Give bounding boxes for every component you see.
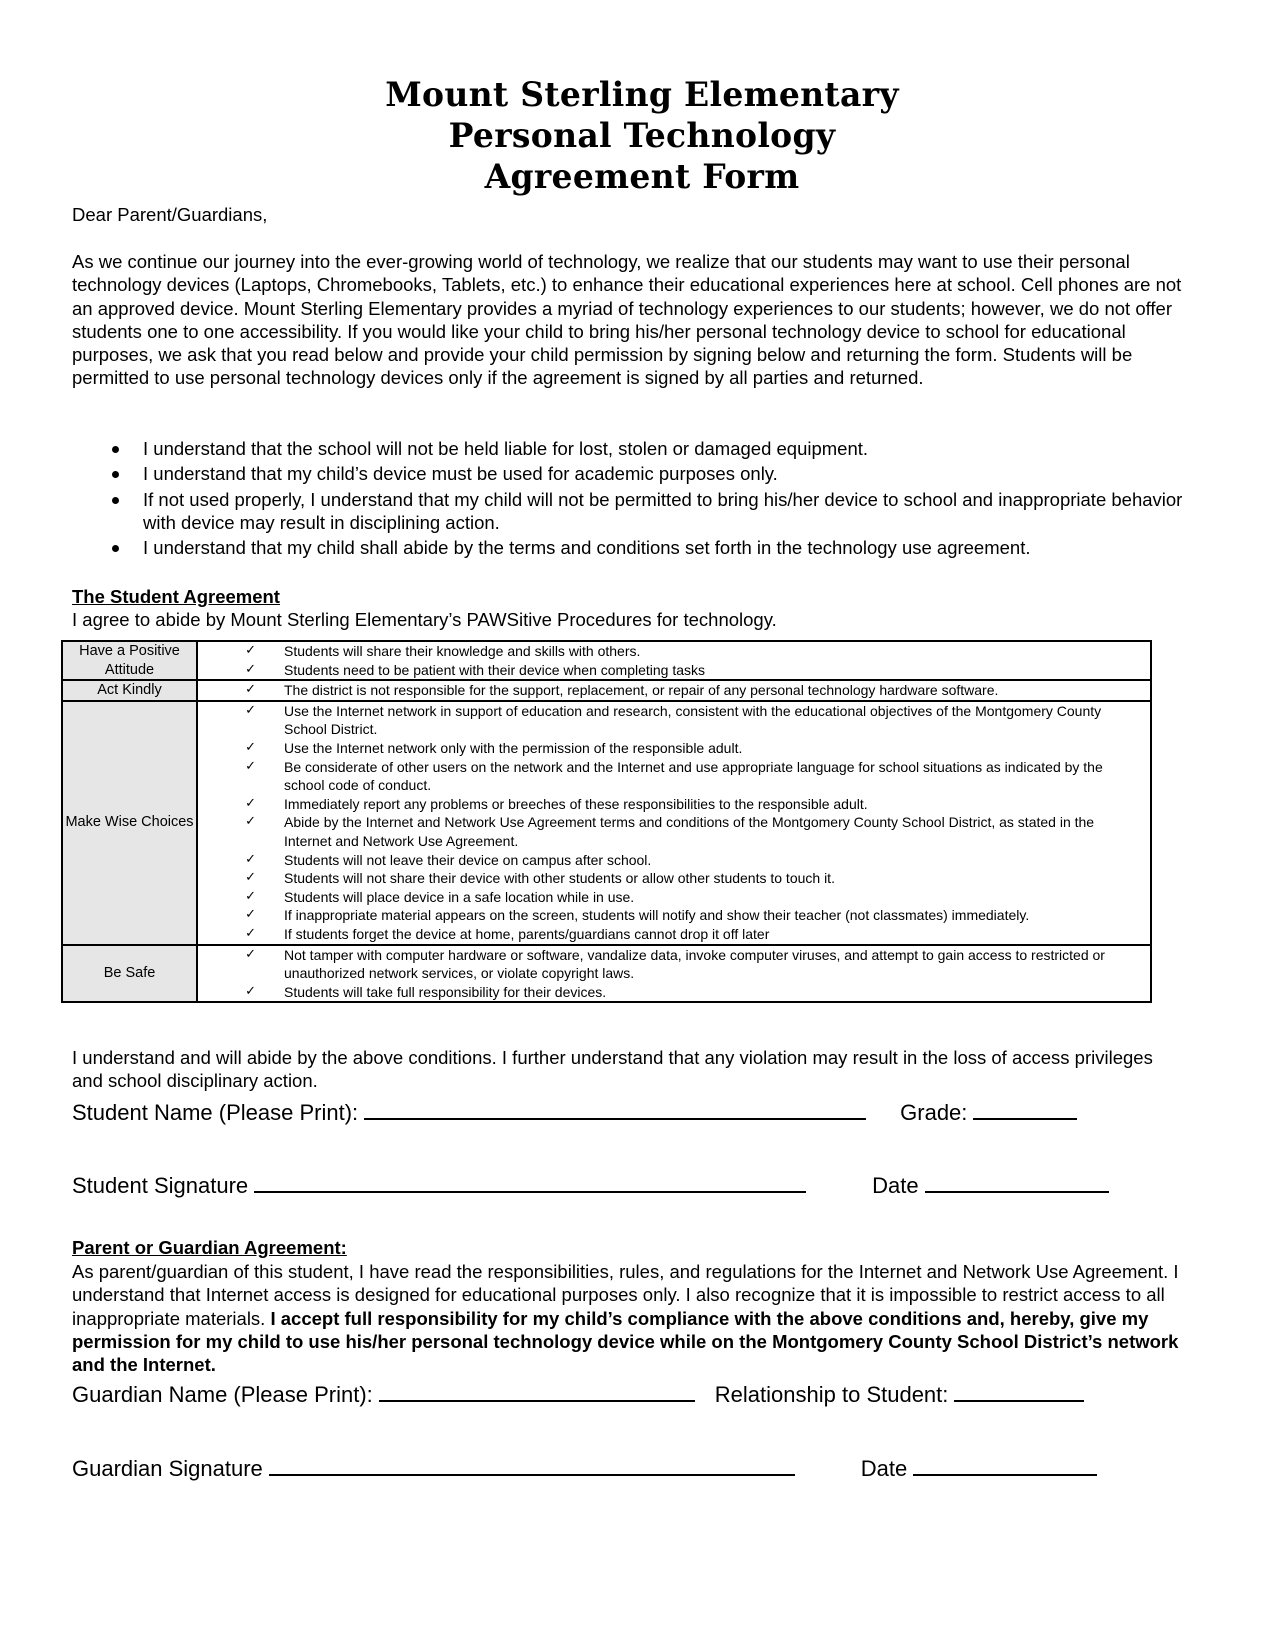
checkmark-icon: ✓ (245, 851, 256, 867)
guardian-signature-field[interactable] (269, 1454, 795, 1476)
procedure-text: Not tamper with computer hardware or software, vandalize data, invoke computer viruses, and attempt to gain access to restricted or unauthorized network services, or violate copyright laws. (284, 946, 1105, 982)
list-item (198, 888, 1150, 907)
list-item (198, 739, 1150, 758)
procedure-text: Students will not share their device with other students or allow other students to touch it. (284, 870, 835, 887)
procedure-category: Act Kindly (62, 680, 197, 701)
guardian-signature-label: Guardian Signature (72, 1456, 263, 1481)
list-item (198, 681, 1150, 700)
guardian-name-label: Guardian Name (Please Print): (72, 1382, 373, 1407)
grade-label: Grade: (900, 1100, 968, 1125)
list-item (198, 851, 1150, 870)
procedure-text: Use the Internet network only with the permission of the responsible adult. (284, 739, 743, 756)
procedure-text: Students need to be patient with their device when completing tasks (284, 661, 706, 678)
student-name-label: Student Name (Please Print): (72, 1100, 359, 1125)
checkmark-icon: ✓ (245, 814, 256, 830)
list-item (198, 869, 1150, 888)
parent-agreement-heading: Parent or Guardian Agreement: (72, 1237, 347, 1258)
list-item (198, 983, 1150, 1002)
pawsitive-procedures-table (61, 640, 1152, 1003)
understand-statement: I understand and will abide by the above conditions. I further understand that any violation may result in the loss of access privileges and school disciplinary action. (72, 1047, 1153, 1092)
checkmark-icon: ✓ (245, 661, 256, 677)
list-item (198, 906, 1150, 925)
checkmark-icon: ✓ (245, 907, 256, 923)
checkmark-icon: ✓ (245, 758, 256, 774)
student-signature-label: Student Signature (72, 1173, 249, 1198)
parent-agreement-text (72, 1260, 1182, 1376)
checkmark-icon: ✓ (245, 946, 256, 962)
list-item (198, 758, 1150, 795)
list-item (198, 661, 1150, 680)
procedure-category: Make Wise Choices (62, 701, 197, 945)
checkmark-icon: ✓ (245, 870, 256, 886)
relationship-label: Relationship to Student: (714, 1382, 949, 1407)
procedure-items (197, 701, 1151, 945)
student-agreement-intro: I agree to abide by Mount Sterling Elementary’s PAWSitive Procedures for technology. (72, 609, 777, 630)
table-row (62, 641, 1151, 680)
title-subject: Personal Technology (448, 115, 836, 156)
parent-acknowledgement-list (110, 437, 1190, 561)
list-item: I understand that the school will not be held liable for lost, stolen or damaged equipment. (110, 437, 1190, 460)
checkmark-icon: ✓ (245, 739, 256, 755)
procedure-text: Students will place device in a safe location while in use. (284, 888, 635, 905)
checkmark-icon: ✓ (245, 795, 256, 811)
guardian-signature-row (72, 1454, 1097, 1482)
student-date-field[interactable] (925, 1171, 1109, 1193)
checkmark-icon: ✓ (245, 643, 256, 658)
relationship-field[interactable] (954, 1380, 1084, 1402)
procedure-text: Use the Internet network in support of education and research, consistent with the educational objectives of the Montgomery County School District. (284, 702, 1102, 738)
student-name-row (72, 1098, 1077, 1126)
checkmark-icon: ✓ (245, 888, 256, 904)
procedure-text: Be considerate of other users on the network and the Internet and use appropriate language for school situations as indicated by the school code of conduct. (284, 758, 1103, 794)
procedure-items (197, 680, 1151, 701)
guardian-name-row (72, 1380, 1084, 1408)
procedure-text: The district is not responsible for the support, replacement, or repair of any personal technology hardware software. (284, 682, 999, 699)
procedure-text: Students will share their knowledge and skills with others. (284, 643, 641, 659)
page-title (72, 74, 1212, 197)
student-signature-field[interactable] (254, 1171, 806, 1193)
student-name-field[interactable] (364, 1098, 866, 1120)
student-date-label: Date (872, 1173, 919, 1198)
procedure-items (197, 945, 1151, 1003)
table-row (62, 701, 1151, 945)
list-item (198, 946, 1150, 983)
table-row (62, 945, 1151, 1003)
table-row (62, 680, 1151, 701)
guardian-name-field[interactable] (379, 1380, 695, 1402)
checkmark-icon: ✓ (245, 925, 256, 941)
procedure-text: Students will take full responsibility for their devices. (284, 983, 607, 1000)
title-form-name: Agreement Form (484, 156, 800, 197)
procedure-text: If students forget the device at home, parents/guardians cannot drop it off later (284, 925, 770, 942)
guardian-date-field[interactable] (913, 1454, 1097, 1476)
procedure-text: If inappropriate material appears on the screen, students will notify and show their teacher (not classmates) immediately. (284, 907, 1030, 924)
grade-field[interactable] (973, 1098, 1077, 1120)
intro-paragraph: As we continue our journey into the ever-growing world of technology, we realize that our students may want to use their personal technology devices (Laptops, Chromebooks, Tablets, etc.) to enhance their educational experiences here at school. Cell phones are not an approved device. Mount Sterling Elementary provides a myriad of technology experiences to our students; however, we do not offer students one to one accessibility. If you would like your child to bring his/her personal technology device to school for educational purposes, we ask that you read below and provide your child permission by signing below and returning the form. Students will be permitted to use personal technology devices only if the agreement is signed by all parties and returned. (72, 251, 1182, 389)
list-item (198, 795, 1150, 814)
title-school-name: Mount Sterling Elementary (385, 74, 899, 115)
procedure-text: Abide by the Internet and Network Use Agreement terms and conditions of the Montgomery County School District, as stated in the Internet and Network Use Agreement. (284, 814, 1095, 849)
parent-agreement-plain: As parent/guardian of this student, I have read the responsibilities, rules, and regulations for the Internet and Network Use Agreement. I understand that Internet access is designed for educational purposes only. I also recognize that it is impossible to restrict access to all inappropriate materials. (72, 1261, 1179, 1329)
list-item: I understand that my child shall abide by the terms and conditions set forth in the technology use agreement. (110, 536, 1190, 559)
procedure-items (197, 641, 1151, 680)
procedure-text: Students will not leave their device on campus after school. (284, 851, 652, 868)
parent-agreement-bold: I accept full responsibility for my child’s compliance with the above conditions and, hereby, give my permission for my child to use his/her personal technology device while on the Montgomery County School District’s network and the Internet. (72, 1307, 1179, 1376)
guardian-date-label: Date (860, 1456, 908, 1481)
procedure-category: Have a Positive Attitude (62, 641, 197, 680)
procedure-text: Immediately report any problems or breeches of these responsibilities to the responsible adult. (284, 795, 868, 812)
list-item: If not used properly, I understand that my child will not be permitted to bring his/her device to school and inappropriate behavior with device may result in disciplining action. (110, 488, 1190, 535)
list-item: I understand that my child’s device must be used for academic purposes only. (110, 462, 1190, 485)
list-item (198, 642, 1150, 661)
checkmark-icon: ✓ (245, 983, 256, 999)
procedure-category: Be Safe (62, 945, 197, 1003)
checkmark-icon: ✓ (245, 682, 256, 698)
student-agreement-heading: The Student Agreement (72, 586, 280, 607)
checkmark-icon: ✓ (245, 702, 256, 718)
list-item (198, 813, 1150, 850)
list-item (198, 702, 1150, 739)
student-signature-row (72, 1171, 1109, 1199)
greeting: Dear Parent/Guardians, (72, 204, 268, 225)
list-item (198, 925, 1150, 944)
